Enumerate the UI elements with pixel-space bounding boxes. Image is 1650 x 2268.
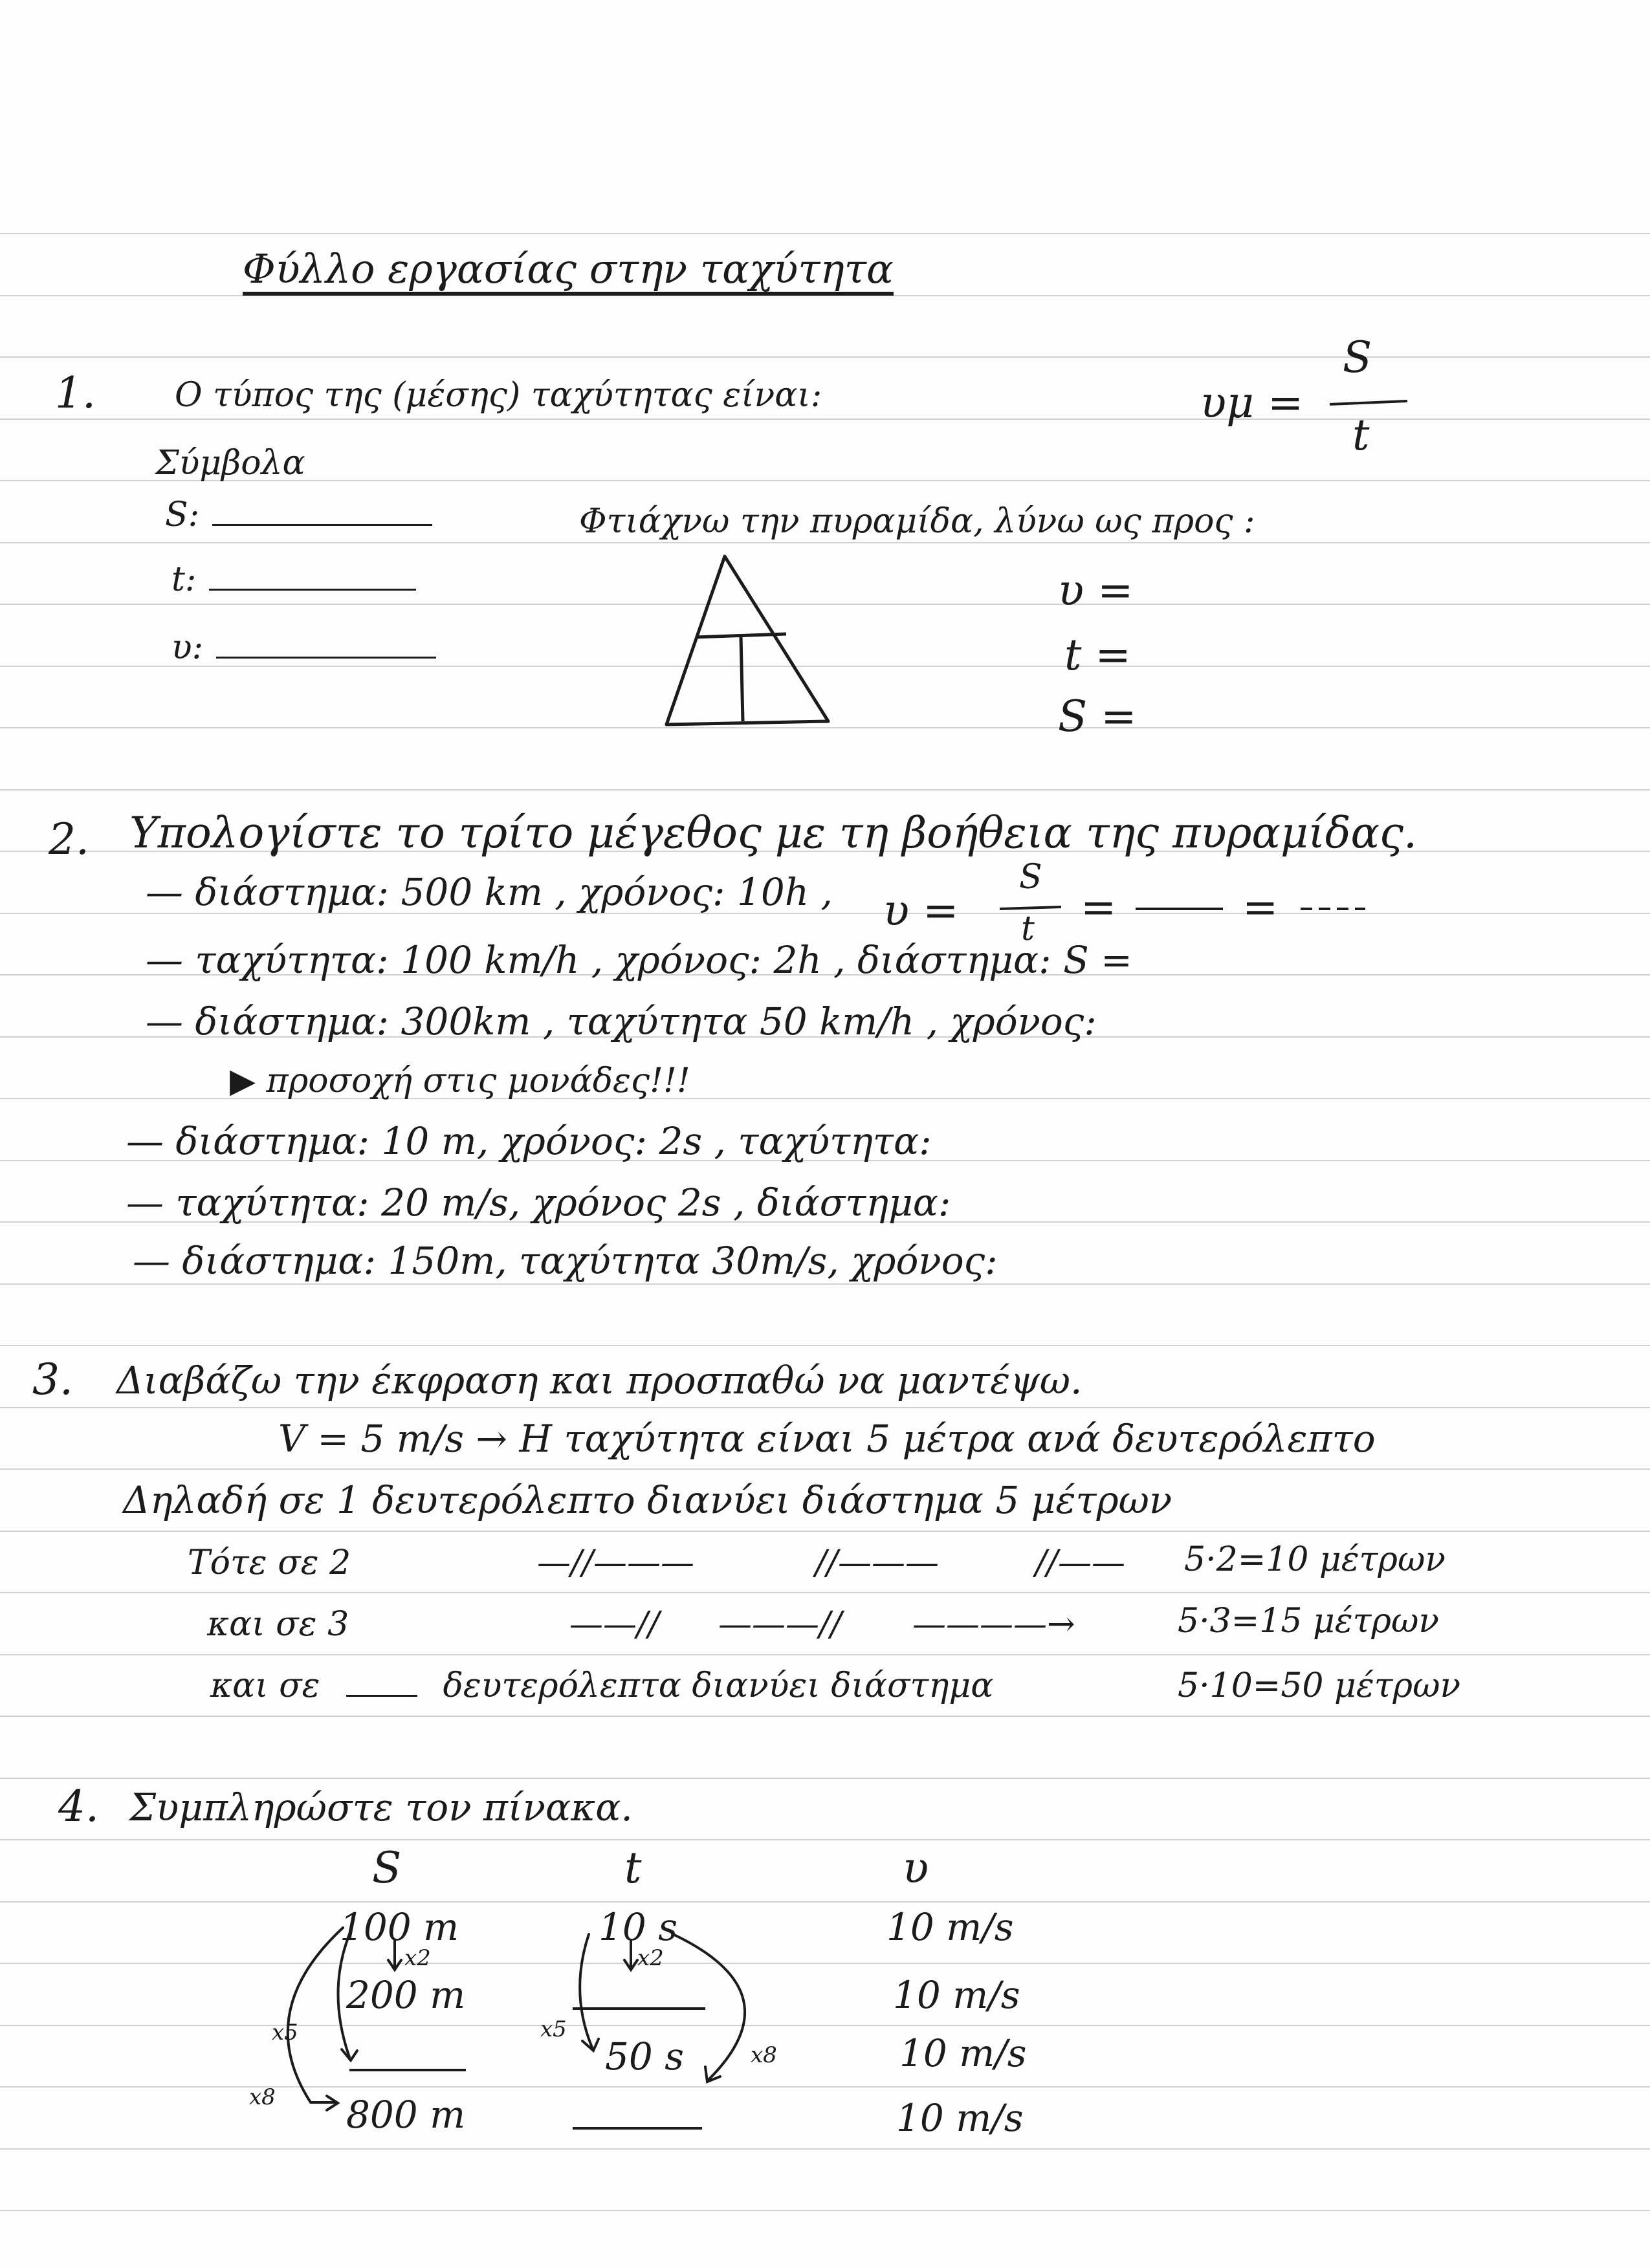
q1-pyramid-text: Φτιάχνω την πυραμίδα, λύνω ως προς :: [579, 502, 1255, 541]
pyramid-triangle: [666, 556, 828, 725]
q3-line-3-end: 5·2=10 μέτρων: [1184, 1540, 1446, 1579]
q4-cell-v-4: 10 m/s: [896, 2096, 1024, 2140]
q3-line-4-end: 5·3=15 μέτρων: [1178, 1602, 1440, 1641]
q3-line-5-end: 5·10=50 μέτρων: [1178, 1666, 1461, 1705]
annotation-t-x5: x5: [540, 2016, 567, 2042]
q2-item-4: — διάστημα: 10 m, χρόνος: 2s , ταχύτητα:: [126, 1119, 932, 1163]
q2-units-warning: ▶ προσοχή στις μονάδες!!!: [230, 1062, 690, 1100]
annotation-t-x8: x8: [751, 2042, 777, 2068]
q4-header-s: S: [372, 1843, 402, 1893]
q3-line-4-mark-3: ————→: [912, 1605, 1075, 1644]
q2-item-3: — διάστημα: 300km , ταχύτητα 50 km/h , χρόνος:: [146, 999, 1097, 1043]
q3-line-4-mark-1: ——//: [569, 1605, 660, 1644]
q3-line-3-mark-2: //———: [815, 1543, 940, 1582]
q3-line-5: και σε δευτερόλεπτα διανύει διάστημα: [210, 1666, 994, 1705]
page-title: Φύλλο εργασίας στην ταχύτητα: [243, 245, 894, 292]
q1-formula-left: υμ =: [1200, 378, 1304, 428]
q2-text: Υπολογίστε το τρίτο μέγεθος με τη βοήθεια της πυραμίδας.: [129, 808, 1417, 858]
annotation-s-x5: x5: [272, 2020, 298, 2045]
q2-item1-formula-numerator: S: [1019, 858, 1042, 897]
q4-cell-s-2: 200 m: [346, 1973, 466, 2017]
solve-for-t: t =: [1064, 630, 1131, 680]
q1-fraction-bar: [1330, 401, 1407, 404]
q3-line-3-mark-3: //——: [1035, 1543, 1126, 1582]
q3-line-4-start: και σε 3: [207, 1605, 349, 1644]
symbol-v: υ:: [171, 631, 436, 664]
q2-item1-formula-denominator: t: [1021, 910, 1035, 948]
q4-text: Συμπληρώστε τον πίνακα.: [129, 1785, 633, 1829]
q3-line-4-mark-2: ———//: [718, 1605, 842, 1644]
annotation-s-x8: x8: [249, 2084, 276, 2110]
q2-item1-formula-equals: =: [1081, 882, 1117, 932]
q2-fraction-bar: [1000, 907, 1061, 909]
annotation-t-x2: x2: [637, 1945, 664, 1971]
solve-for-v: υ =: [1058, 565, 1134, 615]
q4-cell-s-1: 100 m: [340, 1905, 459, 1949]
q1-symbols-heading: Σύμβολα: [155, 444, 305, 483]
symbol-t: t:: [171, 563, 416, 596]
q1-number: 1.: [55, 368, 96, 418]
q4-cell-t-3: 50 s: [605, 2034, 685, 2078]
q3-number: 3.: [32, 1355, 73, 1404]
q3-line-1: V = 5 m/s → Η ταχύτητα είναι 5 μέτρα ανά δευτερόλεπτο: [278, 1417, 1376, 1461]
q1-formula-numerator: S: [1343, 333, 1372, 382]
q2-item-6: — διάστημα: 150m, ταχύτητα 30m/s, χρόνος:: [133, 1239, 998, 1283]
symbol-s: S:: [165, 498, 432, 532]
q4-cell-s-4: 800 m: [346, 2093, 466, 2137]
q4-header-v: υ: [903, 1843, 929, 1893]
q3-line-3-start: Τότε σε 2: [188, 1543, 351, 1582]
q2-item-5: — ταχύτητα: 20 m/s, χρόνος 2s , διάστημα:: [126, 1181, 951, 1225]
q3-text: Διαβάζω την έκφραση και προσπαθώ να μαντέψω.: [116, 1358, 1083, 1402]
q4-number: 4.: [58, 1782, 99, 1831]
q2-item1-formula-equals-2: =: [1242, 882, 1279, 932]
q3-line-2: Δηλαδή σε 1 δευτερόλεπτο διανύει διάστημα 5 μέτρων: [123, 1478, 1172, 1522]
annotation-s-x2: x2: [404, 1945, 431, 1971]
q4-arrows: [288, 1928, 745, 2110]
q2-item-2: — ταχύτητα: 100 km/h , χρόνος: 2h , διάστημα: S =: [146, 938, 1132, 982]
q4-cell-t-1: 10 s: [599, 1905, 678, 1949]
q2-item1-formula-left: υ =: [883, 886, 959, 935]
q4-cell-v-2: 10 m/s: [893, 1973, 1020, 2017]
solve-for-s: S =: [1058, 692, 1137, 741]
q4-cell-v-1: 10 m/s: [886, 1905, 1014, 1949]
q4-header-t: t: [624, 1843, 642, 1893]
q2-number: 2.: [49, 814, 89, 864]
q2-item-1: — διάστημα: 500 km , χρόνος: 10h ,: [146, 870, 833, 914]
q1-text: Ο τύπος της (μέσης) ταχύτητας είναι:: [175, 376, 822, 415]
q3-line-3-mark-1: —//———: [537, 1543, 695, 1582]
q4-cell-v-3: 10 m/s: [899, 2031, 1027, 2075]
q1-formula-denominator: t: [1352, 410, 1370, 460]
